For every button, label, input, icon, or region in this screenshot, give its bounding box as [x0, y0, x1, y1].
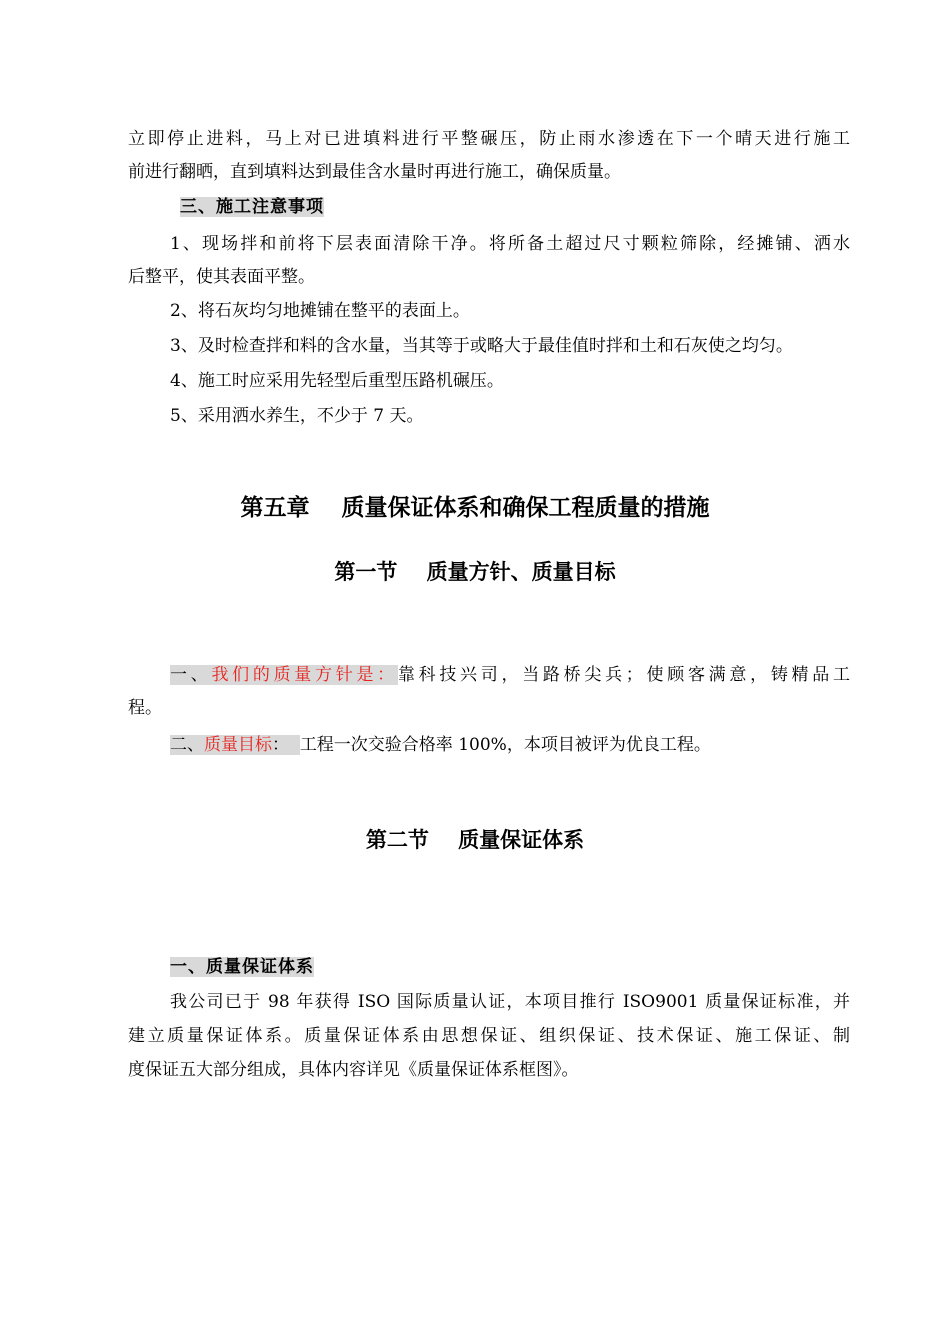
item2: 2、将石灰均匀地摊铺在整平的表面上。 — [170, 301, 470, 321]
policy-label: 我们的质量方针是： — [211, 665, 398, 685]
policy-line-1 — [170, 663, 850, 687]
item5: 5、采用洒水养生，不少于 7 天。 — [170, 406, 424, 426]
system-heading-text: 一、质量保证体系 — [170, 957, 314, 977]
policy-line-2: 程。 — [128, 698, 162, 718]
system-heading — [170, 955, 314, 979]
policy-number: 一、 — [170, 665, 212, 685]
system-line-2: 建立质量保证体系。质量保证体系由思想保证、组织保证、技术保证、施工保证、制 — [128, 1026, 850, 1046]
goal-number: 二、 — [170, 735, 204, 755]
system-line-1: 我公司已于 98 年获得 ISO 国际质量认证，本项目推行 ISO9001 质量保证标准，并 — [170, 992, 850, 1012]
goal-label-highlight — [170, 735, 300, 755]
item4: 4、施工时应采用先轻型后重型压路机碾压。 — [170, 371, 504, 391]
chapter-title: 第五章 质量保证体系和确保工程质量的措施 — [240, 495, 710, 521]
intro-line-1: 立即停止进料，马上对已进填料进行平整碾压，防止雨水渗透在下一个晴天进行施工 — [128, 129, 850, 149]
intro-line-2: 前进行翻晒，直到填料达到最佳含水量时再进行施工，确保质量。 — [128, 162, 621, 182]
item1-line-1: 1、现场拌和前将下层表面清除干净。将所备土超过尺寸颗粒筛除，经摊铺、洒水 — [170, 234, 850, 254]
section3-heading-text: 三、施工注意事项 — [180, 197, 324, 217]
goal-text: 工程一次交验合格率 100%，本项目被评为优良工程。 — [299, 735, 711, 755]
policy-label-highlight — [170, 665, 398, 685]
section1-title: 第一节 质量方针、质量目标 — [334, 560, 616, 584]
system-line-3: 度保证五大部分组成，具体内容详见《质量保证体系框图》。 — [128, 1060, 579, 1080]
item3: 3、及时检查拌和料的含水量，当其等于或略大于最佳值时拌和土和石灰使之均匀。 — [170, 336, 793, 356]
section2-title: 第二节 质量保证体系 — [365, 828, 585, 852]
section3-heading — [180, 195, 324, 219]
item1-line-2: 后整平，使其表面平整。 — [128, 267, 315, 287]
goal-line — [170, 733, 711, 757]
policy-text: 靠科技兴司，当路桥尖兵；使顾客满意，铸精品工 — [397, 665, 850, 685]
goal-colon: ： — [272, 735, 289, 755]
goal-label: 质量目标 — [204, 735, 272, 755]
